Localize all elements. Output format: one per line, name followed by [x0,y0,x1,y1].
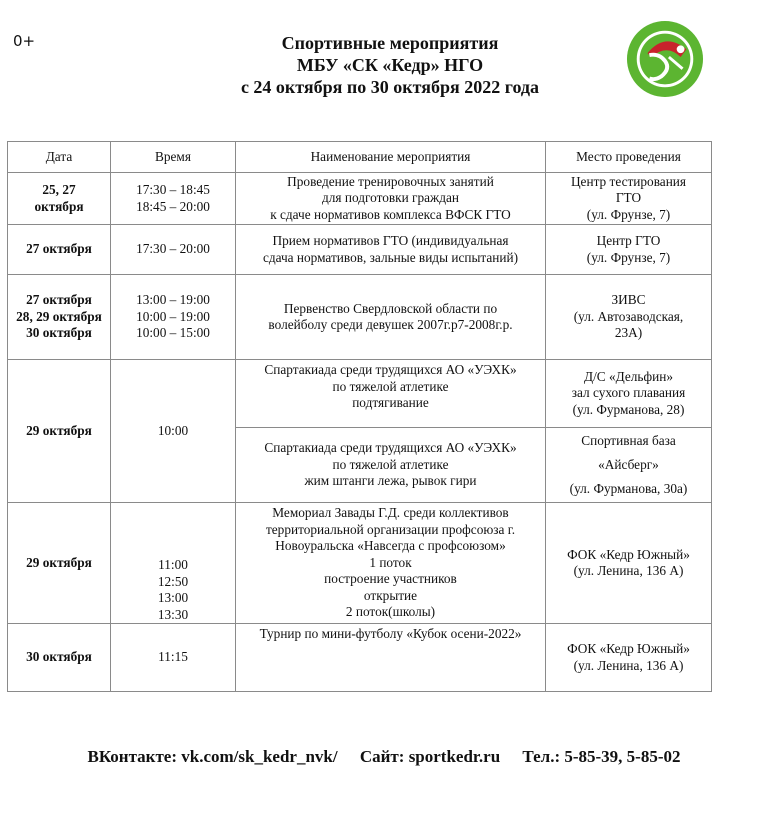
event-cell: Спартакиада среди трудящихся АО «УЭХК» по тяжелой атлетике жим штанги лежа, рывок гири [236,428,546,503]
sports-club-logo-icon [626,20,704,98]
event-cell: Турнир по мини-футболу «Кубок осени-2022» [236,624,546,692]
contacts-footer [0,747,768,767]
events-table [7,141,712,692]
date-cell: 27 октября 28, 29 октября 30 октября [8,275,111,360]
event-cell: Прием нормативов ГТО (индивидуальная сдача нормативов, зальные виды испытаний) [236,225,546,275]
time-cell: 10:00 [111,360,236,503]
place-cell: Центр тестирования ГТО (ул. Фрунзе, 7) [546,173,712,225]
place-cell: ФОК «Кедр Южный» (ул. Ленина, 136 А) [546,503,712,624]
time-cell: 17:30 – 20:00 [111,225,236,275]
event-cell: Первенство Свердловской области по волейболу среди девушек 2007г.р7-2008г.р. [236,275,546,360]
table-header-row [8,142,712,173]
date-cell: 27 октября [8,225,111,275]
time-cell: 13:00 – 19:00 10:00 – 19:00 10:00 – 15:00 [111,275,236,360]
time-cell: 11:00 12:50 13:00 13:30 [111,503,236,624]
title-line-2: МБУ «СК «Кедр» НГО [296,55,484,75]
header-time: Время [111,142,236,173]
date-cell: 29 октября [8,503,111,624]
date-cell: 25, 27 октября [8,173,111,225]
age-rating: 0+ [13,32,36,50]
table-row [8,225,712,275]
place-cell: Д/С «Дельфин» зал сухого плавания (ул. Фурманова, 28) [546,360,712,428]
header-date: Дата [8,142,111,173]
date-cell: 30 октября [8,624,111,692]
header-place: Место проведения [546,142,712,173]
page-title [180,32,600,98]
phone-numbers: Тел.: 5-85-39, 5-85-02 [522,747,681,766]
table-row [8,360,712,428]
header-event: Наименование мероприятия [236,142,546,173]
table-row [8,503,712,624]
table-row [8,624,712,692]
place-cell: ФОК «Кедр Южный» (ул. Ленина, 136 А) [546,624,712,692]
time-cell: 17:30 – 18:45 18:45 – 20:00 [111,173,236,225]
event-cell: Проведение тренировочных занятий для подготовки граждан к сдаче нормативов комплекса ВФСК ГТО [236,173,546,225]
event-cell: Спартакиада среди трудящихся АО «УЭХК» по тяжелой атлетике подтягивание [236,360,546,428]
date-cell: 29 октября [8,360,111,503]
place-cell: Спортивная база «Айсберг» (ул. Фурманова, 30а) [546,428,712,503]
event-cell: Мемориал Завады Г.Д. среди коллективов территориальной организации профсоюза г. Новоуральска «Навсегда с профсоюзом» 1 поток построение участников открытие 2 поток(школы) [236,503,546,624]
site-link[interactable]: Сайт: sportkedr.ru [359,747,501,766]
place-cell: ЗИВС (ул. Автозаводская, 23А) [546,275,712,360]
title-line-3: с 24 октября по 30 октября 2022 года [240,77,540,97]
vk-link[interactable]: ВКонтакте: vk.com/sk_kedr_nvk/ [87,747,338,766]
table-row [8,173,712,225]
place-cell: Центр ГТО (ул. Фрунзе, 7) [546,225,712,275]
time-cell: 11:15 [111,624,236,692]
title-line-1: Спортивные мероприятия [281,33,499,53]
table-row [8,275,712,360]
